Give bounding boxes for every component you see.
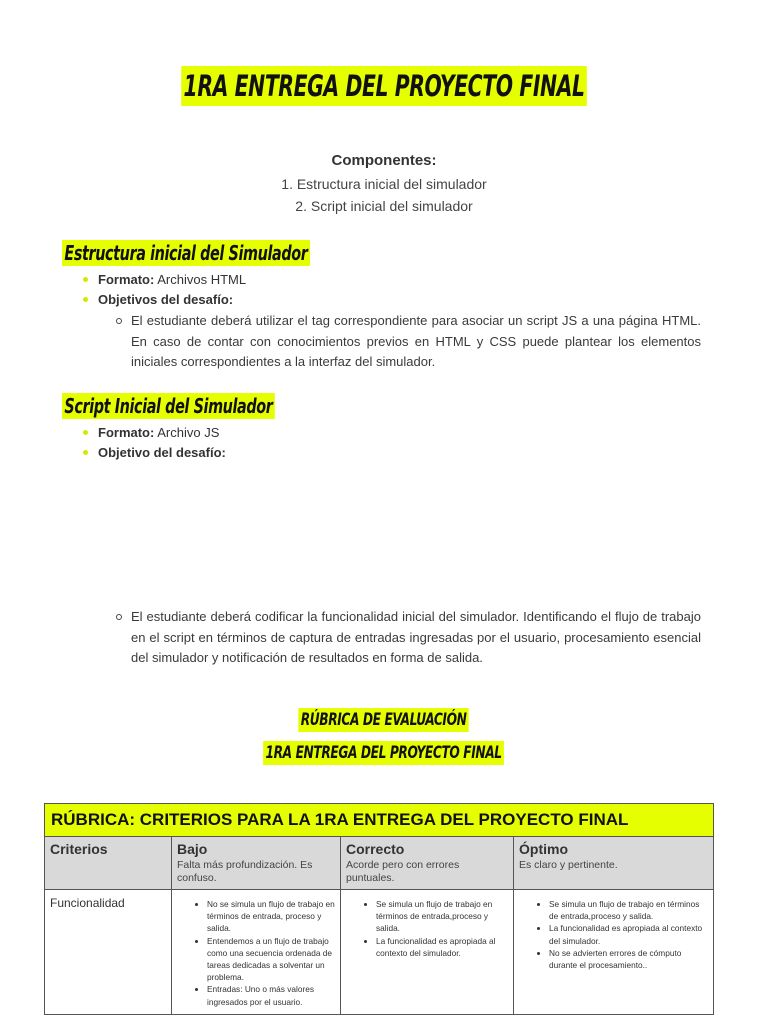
circle-bullet-icon (116, 614, 122, 620)
cell-bajo (172, 890, 341, 1015)
list-item: • Se simula un flujo de trabajo en términos de entrada,proceso y salida. (376, 898, 508, 935)
column-correcto-title: Correcto (346, 841, 405, 857)
column-bajo (172, 837, 341, 890)
column-criterios-title: Criterios (50, 841, 108, 857)
bullet-dot-icon (83, 430, 88, 435)
section2-formato-item (98, 423, 226, 443)
section1-bullets (98, 270, 246, 310)
list-item: • No se advierten errores de cómputo durante el procesamiento.. (549, 947, 708, 971)
component-item-1: 1. Estructura inicial del simulador (281, 176, 487, 192)
column-correcto-desc: Acorde pero con errores puntuales. (346, 859, 460, 884)
rubrica-table (44, 803, 714, 1015)
column-optimo-title: Óptimo (519, 841, 568, 857)
section1-objetivos-item (98, 290, 246, 310)
components-heading: Componentes: (331, 152, 437, 169)
section1-objetivos-label: Objetivos del desafío: (98, 292, 234, 307)
list-item: • No se simula un flujo de trabajo en términos de entrada, proceso y salida. (207, 898, 335, 935)
components-block (0, 150, 768, 217)
rubrica-heading-1-text: RÚBRICA DE EVALUACIÓN (299, 708, 470, 732)
document-title (0, 66, 768, 106)
circle-bullet-icon (116, 318, 122, 324)
bullet-dot-icon (83, 450, 88, 455)
column-criterios (45, 837, 172, 890)
table-row (45, 890, 714, 1015)
criterio-funcionalidad: Funcionalidad (45, 890, 172, 1015)
section2-subitem (131, 607, 701, 669)
bullet-dot-icon (83, 297, 88, 302)
section1-formato-item (98, 270, 246, 290)
section1-formato-label: Formato: (98, 272, 155, 287)
section2-bullets (98, 423, 226, 463)
column-bajo-desc: Falta más profundización. Es confuso. (177, 859, 313, 884)
section2-heading (62, 393, 328, 419)
component-item-2: 2. Script inicial del simulador (295, 198, 473, 214)
column-optimo (514, 837, 714, 890)
column-bajo-title: Bajo (177, 841, 208, 857)
section2-formato-value: Archivo JS (154, 425, 220, 440)
column-correcto (341, 837, 514, 890)
list-item: • La funcionalidad es apropiada al contexto del simulador. (376, 935, 508, 959)
section1-formato-value: Archivos HTML (154, 272, 247, 287)
section1-heading-text: Estructura inicial del Simulador (62, 240, 310, 266)
document-title-text: 1RA ENTREGA DEL PROYECTO FINAL (181, 66, 587, 106)
section2-heading-text: Script Inicial del Simulador (62, 393, 275, 419)
section1-sub-text: El estudiante deberá utilizar el tag correspondiente para asociar un script JS a una página HTML. En caso de contar con conocimientos previos en HTML y CSS puede plantear los elementos iniciales correspondientes a la interfaz del simulador. (131, 313, 701, 369)
list-item: • Entradas: Uno o más valores ingresados por el usuario. (207, 983, 335, 1007)
cell-optimo (514, 890, 714, 1015)
column-optimo-desc: Es claro y pertinente. (519, 859, 618, 871)
list-item: • Se simula un flujo de trabajo en términos de entrada,proceso y salida. (549, 898, 708, 922)
list-item: • Entendemos a un flujo de trabajo como una secuencia ordenada de tareas dedicadas a solventar un problema. (207, 935, 335, 984)
section2-objetivo-label: Objetivo del desafío: (98, 445, 226, 460)
section2-objetivo-item (98, 443, 226, 463)
section1-heading (62, 240, 372, 266)
rubrica-heading-2 (0, 741, 768, 765)
section1-subitem (131, 311, 701, 373)
section2-sub-text: El estudiante deberá codificar la funcionalidad inicial del simulador. Identificando el flujo de trabajo en el script en términos de captura de entradas ingresadas por el usuario, procesamiento esencial del simulador y notificación de resultados en forma de salida. (131, 609, 701, 665)
list-item: • La funcionalidad es apropiada al contexto del simulador. (549, 922, 708, 946)
cell-correcto (341, 890, 514, 1015)
rubrica-heading-1 (0, 708, 768, 732)
bullet-dot-icon (83, 277, 88, 282)
section2-formato-label: Formato: (98, 425, 155, 440)
rubrica-heading-2-text: 1RA ENTREGA DEL PROYECTO FINAL (264, 741, 505, 765)
rubrica-table-title: RÚBRICA: CRITERIOS PARA LA 1RA ENTREGA DEL PROYECTO FINAL (45, 804, 714, 837)
